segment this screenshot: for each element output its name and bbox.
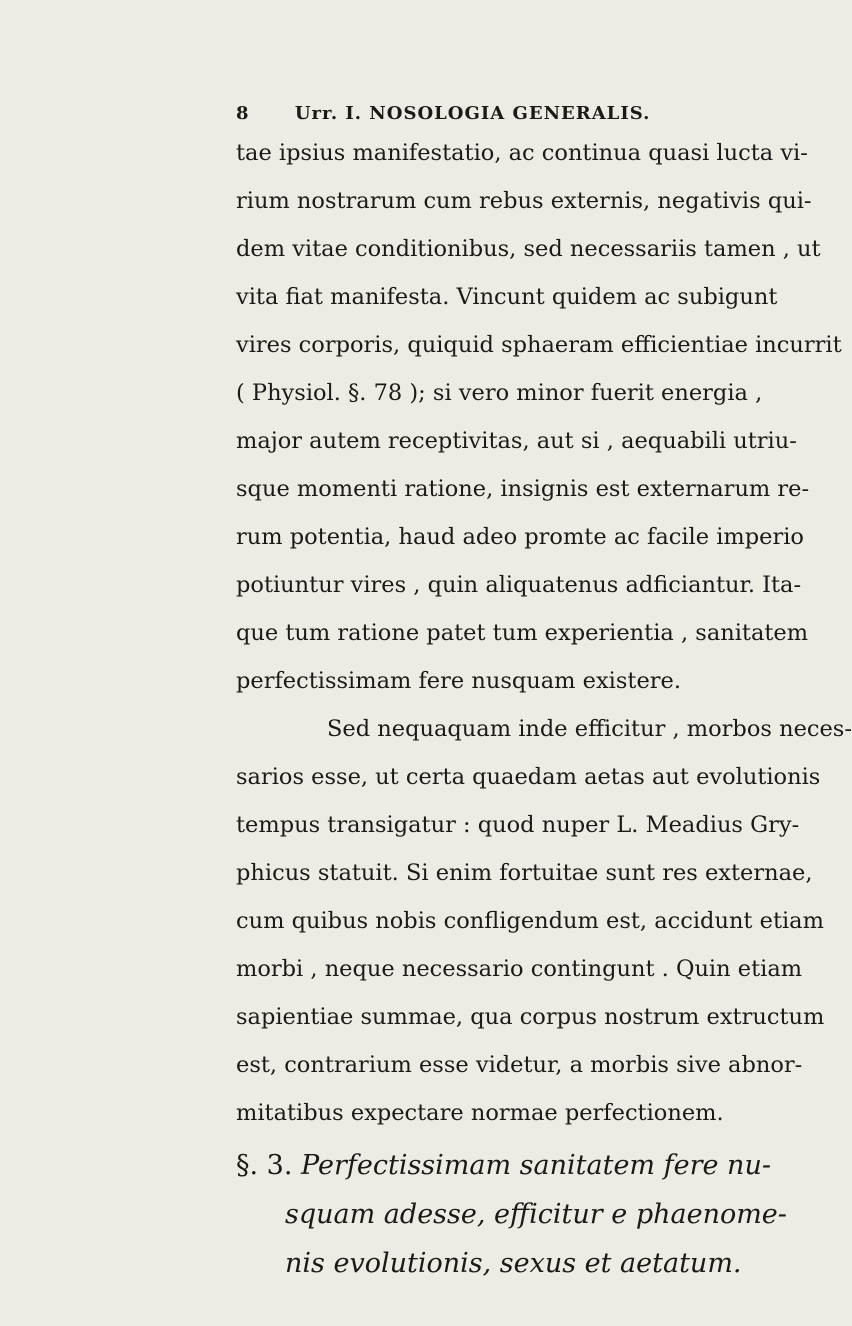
text-line: phicus statuit. Si enim fortuitae sunt res externae, <box>236 860 813 886</box>
text-line: tae ipsius manifestatio, ac continua quasi lucta vi- <box>236 140 808 166</box>
running-header <box>236 103 650 124</box>
section-heading-line: Perfectissimam sanitatem fere nu- <box>301 1150 771 1181</box>
text-line: tempus transigatur : quod nuper L. Meadius Gry- <box>236 812 800 838</box>
text-line: Sed nequaquam inde efficitur , morbos neces- <box>327 716 852 742</box>
text-line: vita fiat manifesta. Vincunt quidem ac subigunt <box>236 284 778 310</box>
text-line: mitatibus expectare normae perfectionem. <box>236 1100 724 1126</box>
section-number: §. 3. <box>236 1150 293 1181</box>
page-number: 8 <box>236 103 250 124</box>
text-line: sapientiae summae, qua corpus nostrum extructum <box>236 1004 825 1030</box>
text-line: est, contrarium esse videtur, a morbis sive abnor- <box>236 1052 803 1078</box>
text-line: sque momenti ratione, insignis est externarum re- <box>236 476 810 502</box>
text-line: major autem receptivitas, aut si , aequabili utriu- <box>236 428 797 454</box>
text-line: cum quibus nobis confligendum est, accidunt etiam <box>236 908 824 934</box>
text-line: rum potentia, haud adeo promte ac facile imperio <box>236 524 804 550</box>
text-line: morbi , neque necessario contingunt . Quin etiam <box>236 956 803 982</box>
text-line: perfectissimam fere nusquam existere. <box>236 668 682 694</box>
text-line: dem vitae conditionibus, sed necessariis tamen , ut <box>236 236 821 262</box>
text-line: vires corporis, quiquid sphaeram efficientiae incurrit <box>236 332 842 358</box>
section-heading-line: squam adesse, efficitur e phaenome- <box>285 1199 787 1230</box>
section-heading <box>236 1150 771 1181</box>
text-line: sarios esse, ut certa quaedam aetas aut evolutionis <box>236 764 821 790</box>
running-title: Urr. I. NOSOLOGIA GENERALIS. <box>294 103 651 124</box>
text-line: rium nostrarum cum rebus externis, negativis qui- <box>236 188 812 214</box>
text-line: ( Physiol. §. 78 ); si vero minor fuerit energia , <box>236 380 763 406</box>
text-line: potiuntur vires , quin aliquatenus adficiantur. Ita- <box>236 572 802 598</box>
text-line: que tum ratione patet tum experientia , sanitatem <box>236 620 809 646</box>
section-heading-line: nis evolutionis, sexus et aetatum. <box>285 1248 742 1279</box>
